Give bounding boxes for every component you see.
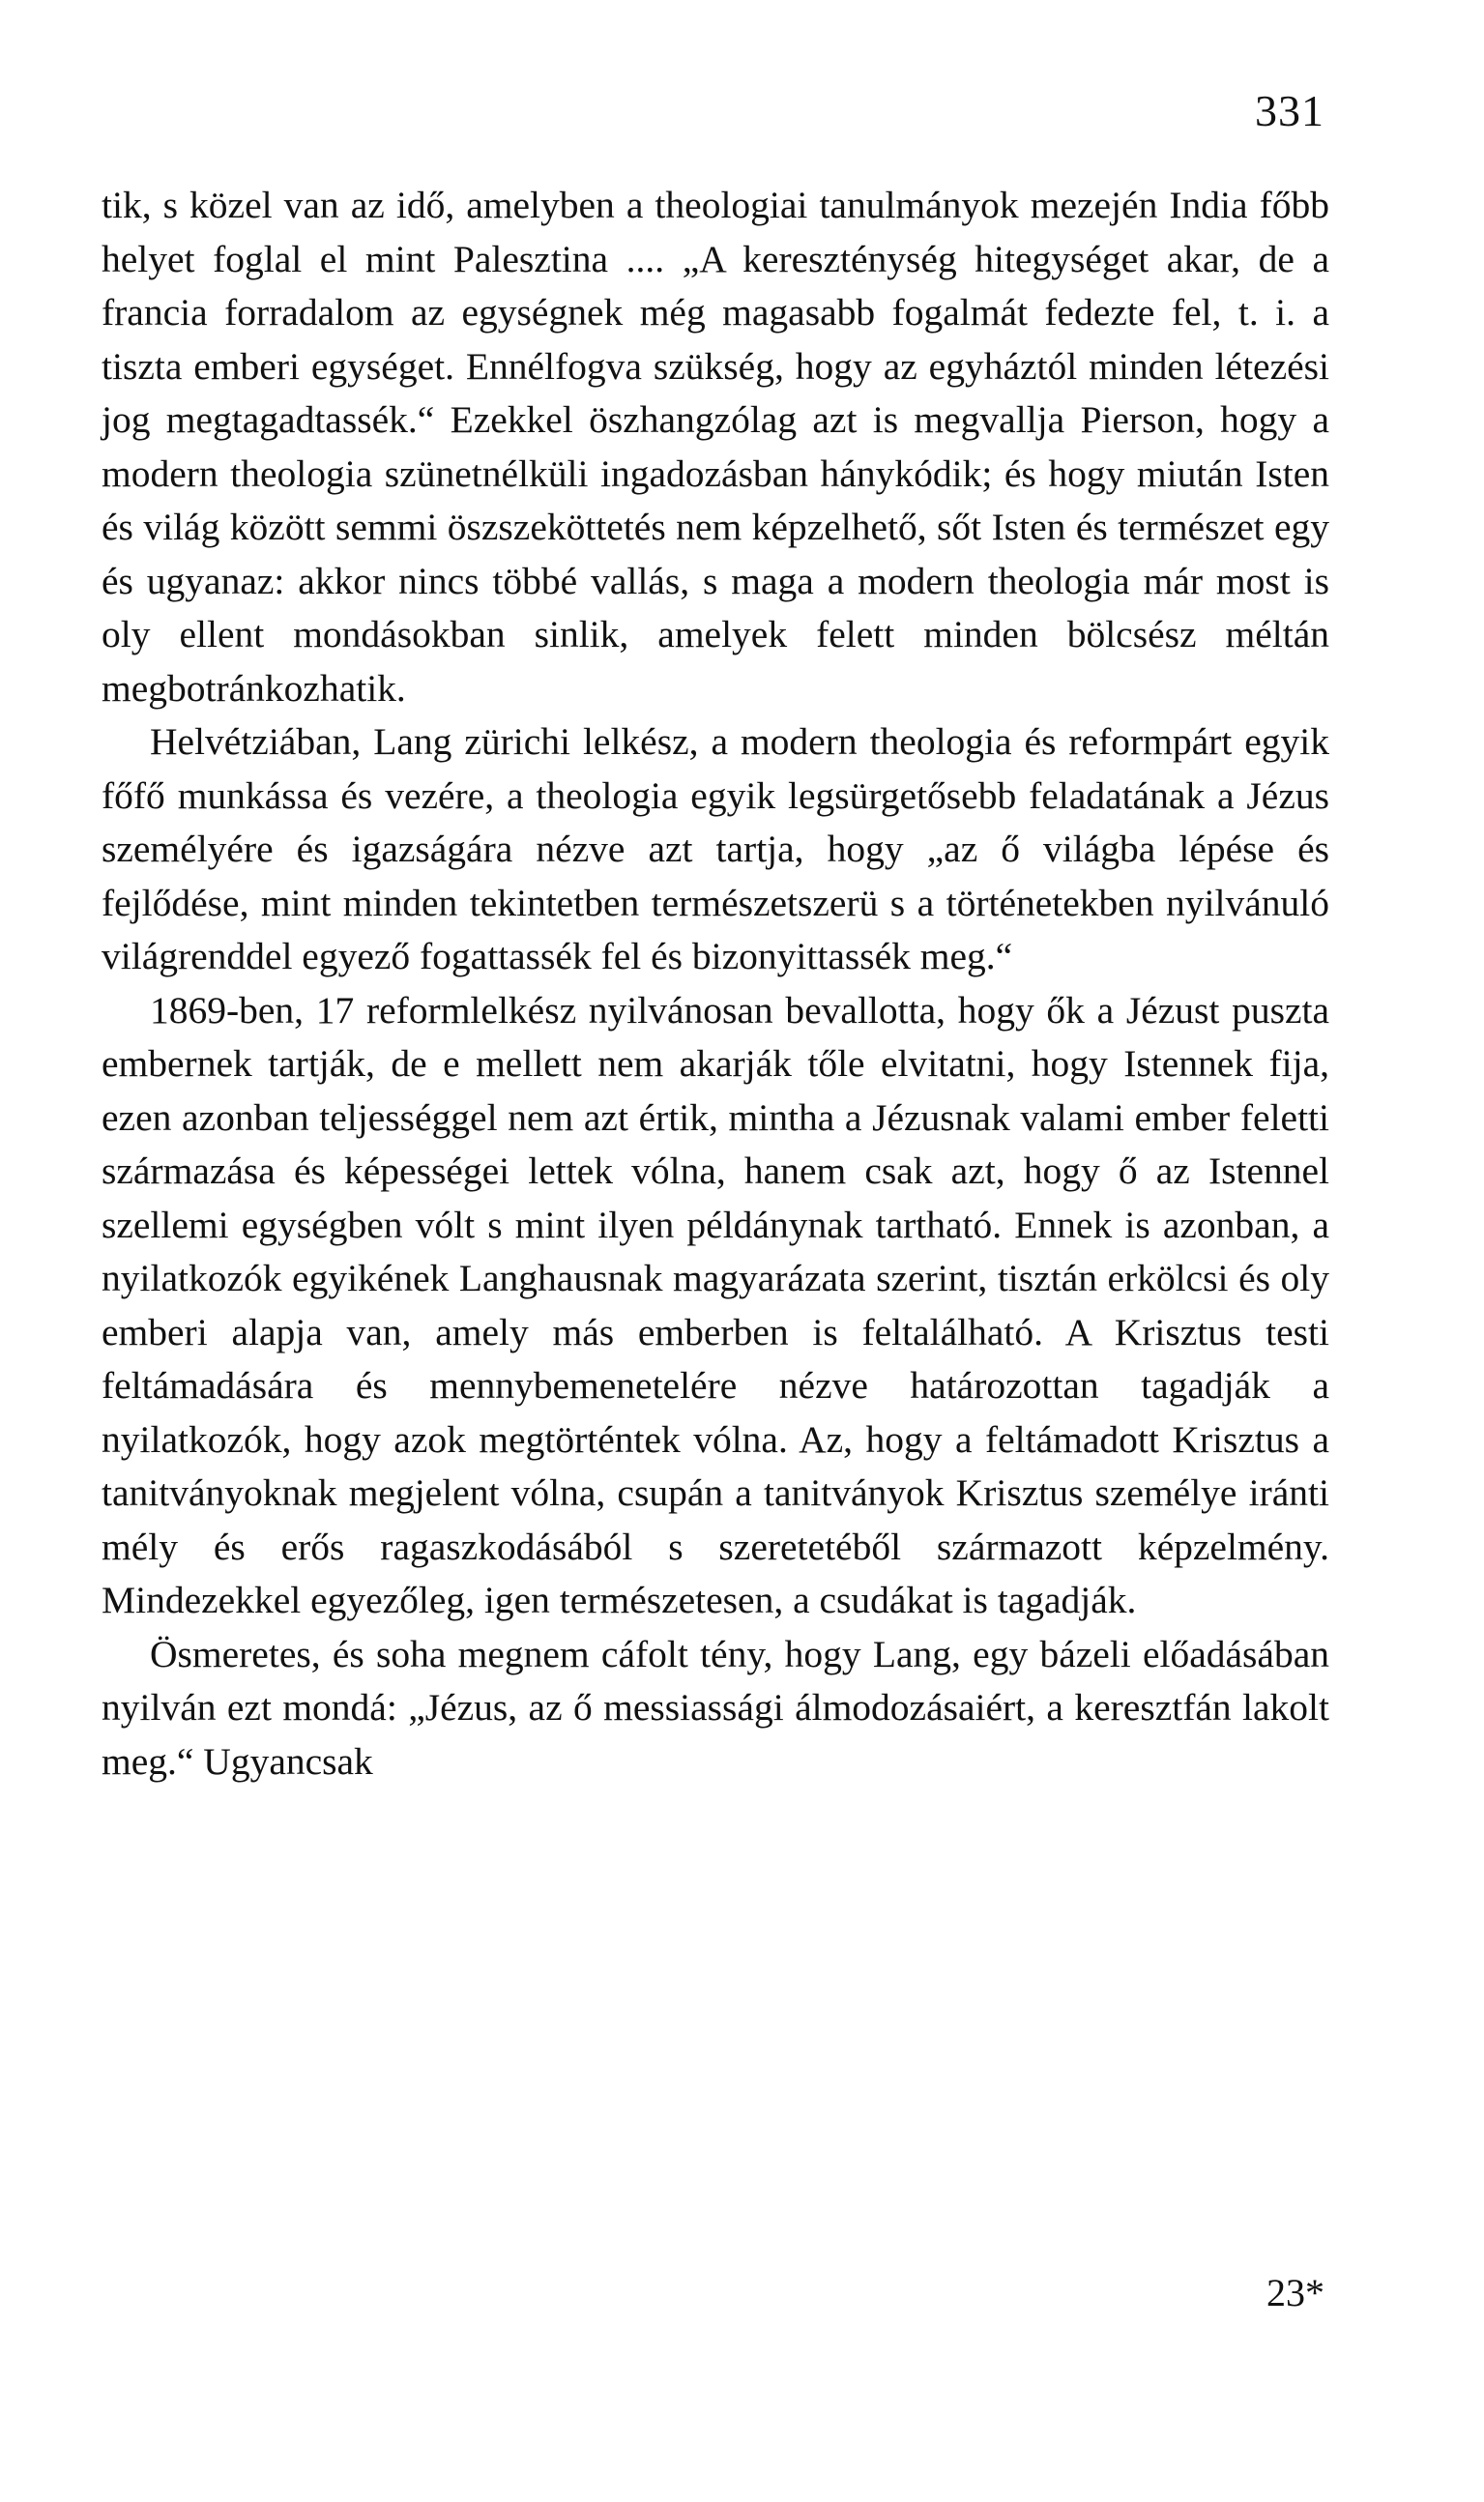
paragraph-3: 1869-ben, 17 reformlelkész nyilvánosan bevallotta, hogy ők a Jézust puszta embernek tartják, de e mellett nem akarják tőle elvitatni, hogy Istennek fija, ezen azonban teljességgel nem azt értik, mintha a Jézusnak valami ember feletti származása és képességei lettek vólna, hanem csak azt, hogy ő az Istennel szellemi egységben vólt s mint ilyen példánynak tartható. Ennek is azonban, a nyilatkozók egyikének Langhausnak magyarázata szerint, tisztán erkölcsi és oly emberi alapja van, amely más emberben is feltalálható. A Krisztus testi feltámadására és mennybemenetelére nézve határozottan tagadják a nyilatkozók, hogy azok megtörténtek vólna. Az, hogy a feltámadott Krisztus a tanitványoknak megjelent vólna, csupán a tanitványok Krisztus személye iránti mély és erős ragaszkodásából s szeretetéből származott képzelmény. Mindezekkel egyezőleg, igen természetesen, a csudákat is tagadják. <box>102 988 1329 1621</box>
paragraph-1: tik, s közel van az idő, amelyben a theologiai tanulmányok mezején India főbb helyet foglal el mint Palesztina .... „A kereszténység hitegységet akar, de a francia forradalom az egységnek még magasabb fogalmát fedezte fel, t. i. a tiszta emberi egységet. Ennélfogva szükség, hogy az egyháztól minden létezési jog megtagadtassék.“ Ezekkel öszhangzólag azt is megvallja Pierson, hogy a modern theologia szünetnélküli ingadozásban hánykódik; és hogy miután Isten és világ között semmi öszszeköttetés nem képzelhető, sőt Isten és természet egy és ugyanaz: akkor nincs többé vallás, s maga a modern theologia már most is oly ellent mondásokban sinlik, amelyek felett minden bölcsész méltán megbotránkozhatik. <box>102 184 1329 710</box>
paragraph-2: Helvétziában, Lang zürichi lelkész, a modern theologia és reformpárt egyik főfő munkássa és vezére, a theologia egyik legsürgetősebb feladatának a Jézus személyére és igazságára nézve azt tartja, hogy „az ő világba lépése és fejlődése, mint minden tekintetben természetszerü s a történetekben nyilvánuló világrenddel egyező fogattassék fel és bizonyittassék meg.“ <box>102 720 1329 977</box>
paragraph-4: Ösmeretes, és soha megnem cáfolt tény, hogy Lang, egy bázeli előadásában nyilván ezt mondá: „Jézus, az ő messiassági álmodozásaiért, a keresztfán lakolt meg.“ Ugyancsak <box>102 1632 1329 1783</box>
signature-mark: 23* <box>1266 2271 1324 2314</box>
page-number: 331 <box>1255 86 1324 135</box>
body-text <box>102 179 1329 1789</box>
